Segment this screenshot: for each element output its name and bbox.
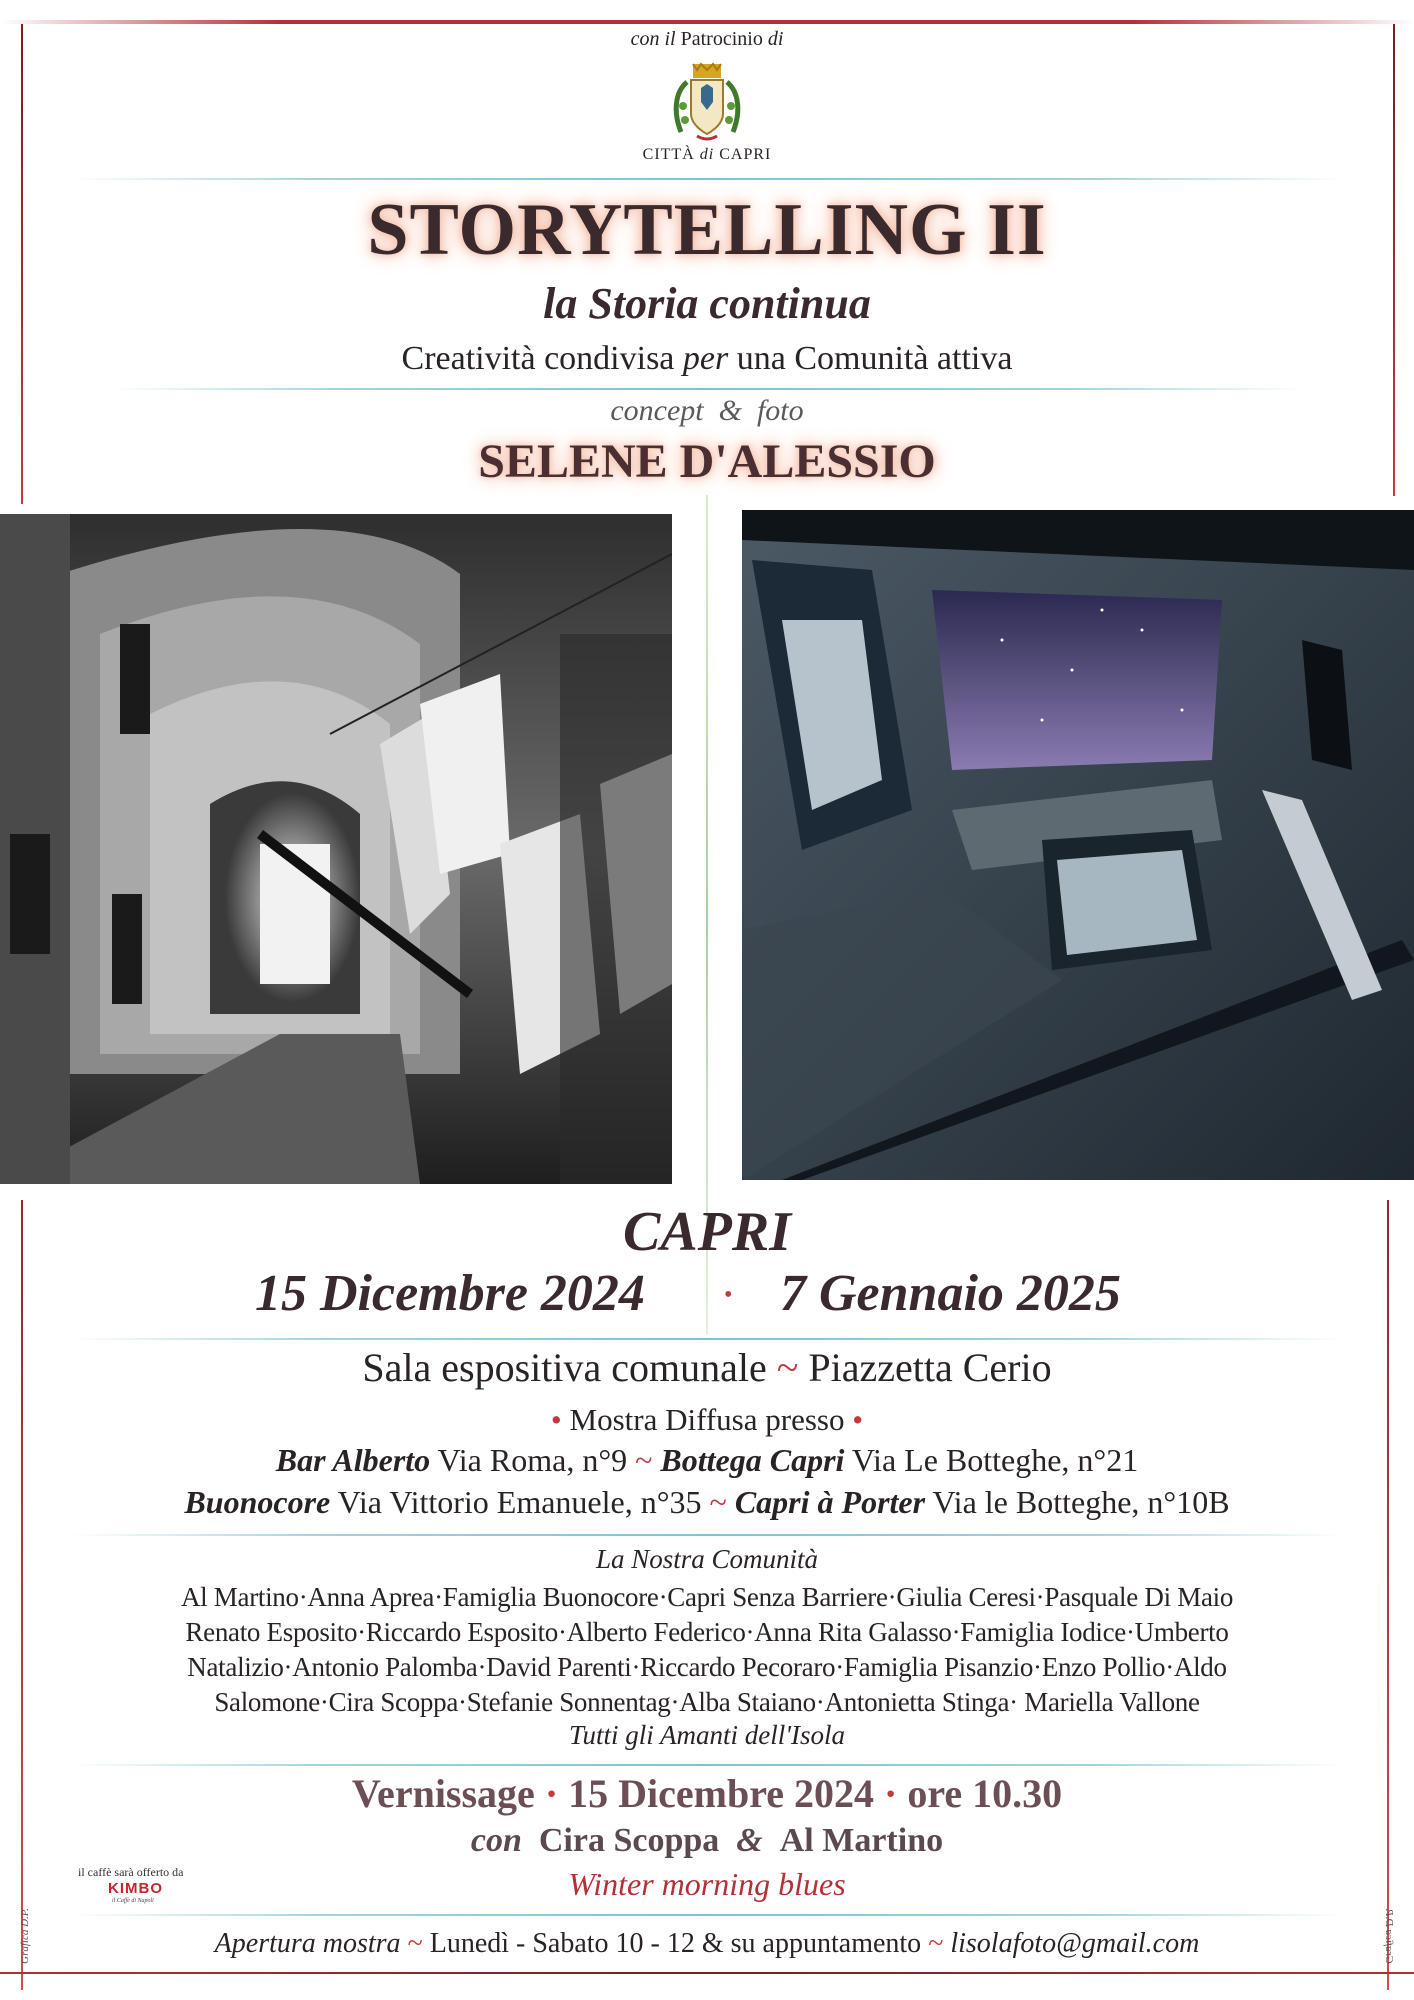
page-title: STORYTELLING II [367, 189, 1047, 271]
separator-4 [70, 1534, 1344, 1536]
kimbo-logo-subtitle: il Caffè di Napoli [112, 1898, 154, 1904]
email-link[interactable]: lisolafoto@gmail.com [950, 1928, 1200, 1959]
tagline: Creatività condivisa per una Comunità attiva [401, 340, 1013, 377]
separator-2 [110, 388, 1304, 390]
city-crest-icon [673, 62, 741, 144]
separator-1 [70, 178, 1344, 180]
top-border [0, 20, 1414, 24]
separator-6 [70, 1914, 1344, 1916]
vernissage-line: Vernissage · 15 Dicembre 2024 · ore 10.30 [351, 1771, 1063, 1816]
date-dot: • [724, 1282, 733, 1308]
separator-5 [70, 1764, 1344, 1766]
bottom-border [0, 1972, 1414, 1974]
venue-line: Sala espositiva comunale ~ Piazzetta Cerio [362, 1345, 1052, 1390]
patronage-line: con il Patrocinio di [630, 28, 784, 50]
community-closing: Tutti gli Amanti dell'Isola [568, 1720, 846, 1750]
author-name: SELENE D'ALESSIO [478, 435, 936, 488]
footer-line: Apertura mostra ~ Lunedì - Sabato 10 - 12 & su appuntamento ~ lisolafoto@gmail.com [214, 1928, 1200, 1959]
photo-courtyard-sky [742, 510, 1414, 1180]
concept-line: concept & foto [610, 394, 804, 427]
community-line-2: Renato Esposito·Riccardo Esposito·Alberto Federico·Anna Rita Galasso·Famiglia Iodice·Umberto [185, 1617, 1229, 1647]
date-start: 15 Dicembre 2024 [255, 1265, 645, 1322]
locations-line-2: Buonocore Via Vittorio Emanuele, n°35 ~ Capri à Porter Via le Botteghe, n°10B [184, 1484, 1230, 1520]
graphic-credit-right: Grafica D.P. [1383, 1908, 1395, 1964]
sponsor-text: il caffè sarà offerto da [78, 1865, 184, 1879]
city-name: CITTÀ di CAPRI [642, 146, 772, 163]
community-line-3: Natalizio·Antonio Palomba·David Parenti·Riccardo Pecoraro·Famiglia Pisanzio·Enzo Pollio·Aldo [187, 1652, 1227, 1682]
community-heading: La Nostra Comunità [595, 1544, 819, 1574]
locations-line-1: Bar Alberto Via Roma, n°9 ~ Bottega Capri Via Le Botteghe, n°21 [275, 1442, 1139, 1478]
graphic-credit-left: Grafica D.P. [19, 1908, 31, 1964]
photo-arched-alley [0, 514, 672, 1184]
date-end: 7 Gennaio 2025 [780, 1265, 1121, 1322]
diffusa-line: • Mostra Diffusa presso • [550, 1402, 864, 1437]
separator-3 [70, 1338, 1344, 1340]
community-list [0, 1580, 1414, 1720]
event-place: CAPRI [622, 1201, 792, 1263]
community-line-4: Salomone·Cira Scoppa·Stefanie Sonnentag·Alba Staiano·Antonietta Stinga· Mariella Vallone [214, 1687, 1200, 1717]
guests-line: con Cira Scoppa & Al Martino [470, 1822, 944, 1859]
community-line-1: Al Martino·Anna Aprea·Famiglia Buonocore·Capri Senza Barriere·Giulia Ceresi·Pasquale Di Maio [180, 1582, 1234, 1612]
program-title: Winter morning blues [568, 1866, 846, 1902]
subtitle: la Storia continua [543, 279, 871, 328]
kimbo-logo: KIMBO [108, 1880, 163, 1897]
